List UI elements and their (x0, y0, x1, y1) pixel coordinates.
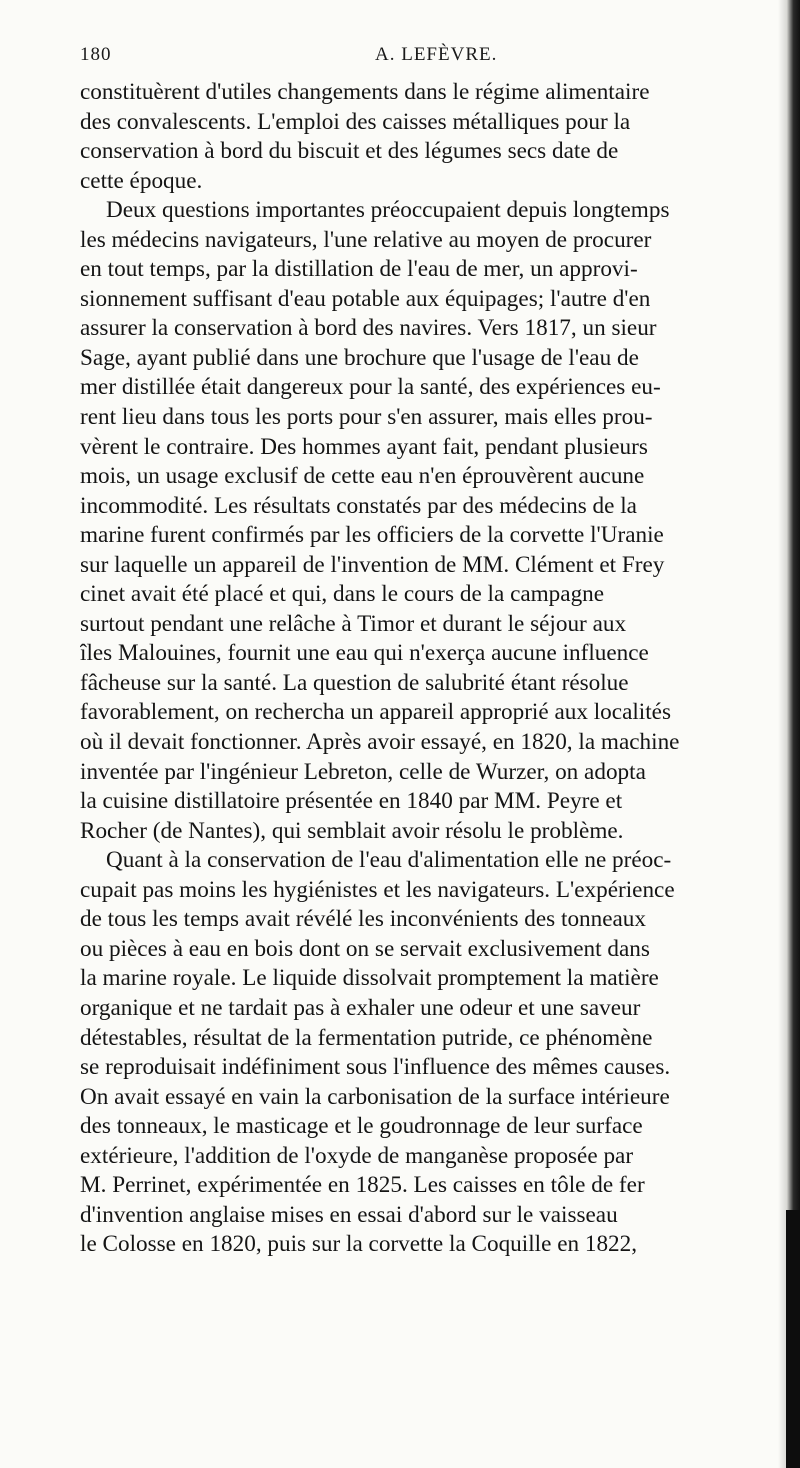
text-line: constituèrent d'utiles changements dans le régime alimentaire (80, 79, 650, 105)
text-line: On avait essayé en vain la carbonisation de la surface intérieure (80, 1083, 670, 1110)
text-line: cinet avait été placé et qui, dans le cours de la campagne (80, 581, 605, 608)
text-line: cette époque. (80, 167, 203, 194)
text-line: mois, un usage exclusif de cette eau n'en éprouvèrent aucune (80, 463, 645, 490)
text-line: les médecins navigateurs, l'une relative au moyen de procurer (80, 226, 652, 253)
text-line: inventée par l'ingénieur Lebreton, celle de Wurzer, on adopta (80, 758, 646, 785)
text-line: détestables, résultat de la fermentation putride, ce phénomène (80, 1024, 653, 1051)
text-line: la marine royale. Le liquide dissolvait promptement la matière (80, 965, 659, 992)
text-line: Deux questions importantes préoccupaient depuis longtemps (106, 197, 670, 224)
page-header (80, 44, 720, 72)
text-line: extérieure, l'addition de l'oxyde de manganèse proposée par (80, 1142, 634, 1169)
text-line: sionnement suffisant d'eau potable aux équipages; l'autre d'en (80, 285, 651, 312)
text-line: des tonneaux, le masticage et le goudronnage de leur surface (80, 1113, 643, 1140)
text-line: îles Malouines, fournit une eau qui n'exerça aucune influence (80, 640, 649, 667)
text-line: favorablement, on rechercha un appareil approprié aux localités (80, 699, 671, 726)
text-line: M. Perrinet, expérimentée en 1825. Les caisses en tôle de fer (80, 1172, 645, 1199)
text-line: conservation à bord du biscuit et des légumes secs date de (80, 138, 619, 165)
text-line: sur laquelle un appareil de l'invention de MM. Clément et Frey (80, 551, 665, 578)
text-line: assurer la conservation à bord des navires. Vers 1817, un sieur (80, 315, 657, 342)
body-text (80, 78, 772, 1260)
text-line: surtout pendant une relâche à Timor et durant le séjour aux (80, 610, 627, 637)
text-line: organique et ne tardait pas à exhaler une odeur et une saveur (80, 994, 641, 1021)
text-line: la cuisine distillatoire présentée en 1840 par MM. Peyre et (80, 788, 623, 815)
text-line: vèrent le contraire. Des hommes ayant fait, pendant plusieurs (80, 433, 648, 460)
text-line: Sage, ayant publié dans une brochure que l'usage de l'eau de (80, 344, 639, 371)
text-line: Rocher (de Nantes), qui semblait avoir résolu le problème. (80, 817, 624, 844)
text-line: où il devait fonctionner. Après avoir essayé, en 1820, la machine (80, 729, 680, 756)
text-line: de tous les temps avait révélé les inconvénients des tonneaux (80, 906, 646, 933)
text-line: des convalescents. L'emploi des caisses métalliques pour la (80, 108, 631, 135)
running-head: A. LEFÈVRE. (375, 44, 498, 65)
text-line: cupait pas moins les hygiénistes et les navigateurs. L'expérience (80, 876, 675, 903)
text-line: en tout temps, par la distillation de l'eau de mer, un approvi- (80, 256, 638, 283)
text-line: Quant à la conservation de l'eau d'alimentation elle ne préoc- (106, 847, 672, 874)
page-edge-binding (786, 1210, 800, 1468)
text-line: incommodité. Les résultats constatés par des médecins de la (80, 492, 637, 519)
page-number: 180 (80, 44, 112, 65)
text-line: fâcheuse sur la santé. La question de salubrité étant résolue (80, 669, 629, 696)
text-line: ou pièces à eau en bois dont on se servait exclusivement dans (80, 935, 650, 962)
text-line: marine furent confirmés par les officiers de la corvette l'Uranie (80, 522, 664, 549)
text-line: d'invention anglaise mises en essai d'abord sur le vaisseau (80, 1201, 618, 1228)
text-line: le Colosse en 1820, puis sur la corvette la Coquille en 1822, (80, 1231, 638, 1258)
text-line: mer distillée était dangereux pour la santé, des expériences eu- (80, 374, 661, 401)
text-line: se reproduisait indéfiniment sous l'influence des mêmes causes. (80, 1054, 671, 1081)
text-line: rent lieu dans tous les ports pour s'en assurer, mais elles prou- (80, 404, 653, 431)
